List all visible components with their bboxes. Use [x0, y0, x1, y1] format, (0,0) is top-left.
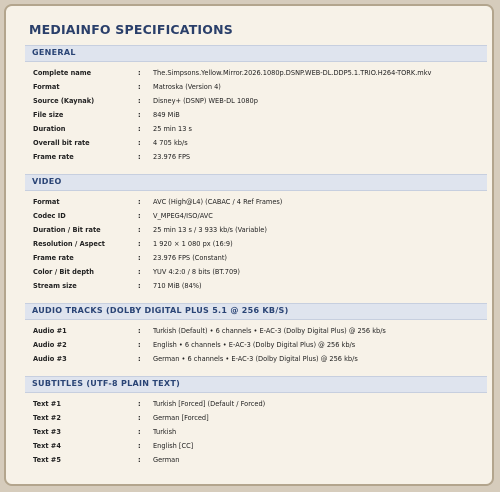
spec-value: 25 min 13 s: [153, 125, 192, 133]
separator: :: [138, 268, 141, 276]
spec-value: Disney+ (DSNP) WEB-DL 1080p: [153, 97, 258, 105]
separator: :: [138, 456, 141, 464]
spec-row: [6, 439, 496, 453]
spec-value: Turkish [Forced] (Default / Forced): [153, 400, 266, 408]
separator: :: [138, 254, 141, 262]
separator: :: [138, 341, 141, 349]
spec-key: Complete name: [33, 69, 92, 77]
spec-key: Resolution / Aspect: [33, 240, 105, 248]
spec-key: Frame rate: [33, 153, 74, 161]
spec-row: [6, 94, 496, 108]
spec-key: Text #4: [33, 442, 61, 450]
spec-row: [6, 195, 496, 209]
section-header-subtitles: [25, 376, 487, 393]
spec-value: 23.976 FPS: [153, 153, 191, 161]
spec-row: [6, 251, 496, 265]
spec-row: [6, 150, 496, 164]
spec-key: Format: [33, 83, 60, 91]
spec-row: [6, 223, 496, 237]
separator: :: [138, 97, 141, 105]
spec-value: English • 6 channels • E-AC-3 (Dolby Digital Plus) @ 256 kb/s: [153, 341, 356, 349]
spec-row: [6, 324, 496, 338]
separator: :: [138, 69, 141, 77]
spec-value: German [Forced]: [153, 414, 209, 422]
spec-row: [6, 397, 496, 411]
spec-value: YUV 4:2:0 / 8 bits (BT.709): [153, 268, 240, 276]
spec-key: Overall bit rate: [33, 139, 90, 147]
spec-key: Stream size: [33, 282, 77, 290]
spec-row: [6, 265, 496, 279]
spec-key: Text #3: [33, 428, 61, 436]
separator: :: [138, 400, 141, 408]
separator: :: [138, 282, 141, 290]
separator: :: [138, 428, 141, 436]
section-header-video: [25, 174, 487, 191]
spec-row: [6, 279, 496, 293]
spec-value: AVC (High@L4) (CABAC / 4 Ref Frames): [153, 198, 283, 206]
spec-key: Audio #2: [33, 341, 67, 349]
spec-row: [6, 425, 496, 439]
spec-row: [6, 352, 496, 366]
spec-row: [6, 80, 496, 94]
spec-key: Duration / Bit rate: [33, 226, 101, 234]
section-header-general: [25, 45, 487, 62]
separator: :: [138, 226, 141, 234]
separator: :: [138, 212, 141, 220]
spec-value: Turkish: [153, 428, 177, 436]
page-title: MEDIAINFO SPECIFICATIONS: [29, 22, 233, 37]
mediainfo-panel: [4, 4, 494, 486]
section-header-audio: [25, 303, 487, 320]
spec-key: Text #5: [33, 456, 61, 464]
spec-value: Matroska (Version 4): [153, 83, 221, 91]
separator: :: [138, 111, 141, 119]
spec-value: 1 920 × 1 080 px (16:9): [153, 240, 233, 248]
spec-row: [6, 66, 496, 80]
spec-value: English [CC]: [153, 442, 194, 450]
spec-row: [6, 122, 496, 136]
spec-key: Format: [33, 198, 60, 206]
spec-key: Color / Bit depth: [33, 268, 94, 276]
spec-value: Turkish (Default) • 6 channels • E-AC-3 (Dolby Digital Plus) @ 256 kb/s: [153, 327, 386, 335]
section-title: AUDIO TRACKS (DOLBY DIGITAL PLUS 5.1 @ 256 KB/S): [32, 306, 289, 315]
separator: :: [138, 139, 141, 147]
separator: :: [138, 355, 141, 363]
spec-value: 23.976 FPS (Constant): [153, 254, 228, 262]
spec-value: German: [153, 456, 180, 464]
separator: :: [138, 327, 141, 335]
separator: :: [138, 198, 141, 206]
spec-key: Frame rate: [33, 254, 74, 262]
spec-value: 849 MiB: [153, 111, 180, 119]
spec-row: [6, 338, 496, 352]
spec-key: Duration: [33, 125, 66, 133]
section-title: SUBTITLES (UTF-8 PLAIN TEXT): [32, 379, 181, 388]
spec-row: [6, 136, 496, 150]
separator: :: [138, 442, 141, 450]
spec-key: Source (Kaynak): [33, 97, 95, 105]
spec-row: [6, 237, 496, 251]
separator: :: [138, 153, 141, 161]
spec-key: Audio #3: [33, 355, 67, 363]
spec-key: Text #2: [33, 414, 61, 422]
separator: :: [138, 240, 141, 248]
spec-value: 710 MiB (84%): [153, 282, 202, 290]
spec-value: German • 6 channels • E-AC-3 (Dolby Digital Plus) @ 256 kb/s: [153, 355, 358, 363]
separator: :: [138, 83, 141, 91]
spec-row: [6, 209, 496, 223]
spec-value: V_MPEG4/ISO/AVC: [153, 212, 213, 220]
spec-row: [6, 411, 496, 425]
spec-key: Audio #1: [33, 327, 67, 335]
spec-key: File size: [33, 111, 64, 119]
spec-row: [6, 108, 496, 122]
spec-row: [6, 453, 496, 467]
separator: :: [138, 414, 141, 422]
spec-key: Text #1: [33, 400, 61, 408]
spec-key: Codec ID: [33, 212, 66, 220]
section-title: GENERAL: [32, 48, 76, 57]
spec-value: 4 705 kb/s: [153, 139, 188, 147]
separator: :: [138, 125, 141, 133]
spec-value: 25 min 13 s / 3 933 kb/s (Variable): [153, 226, 267, 234]
section-title: VIDEO: [32, 177, 62, 186]
spec-value: The.Simpsons.Yellow.Mirror.2026.1080p.DSNP.WEB-DL.DDP5.1.TRIO.H264-TORK.mkv: [153, 69, 432, 77]
